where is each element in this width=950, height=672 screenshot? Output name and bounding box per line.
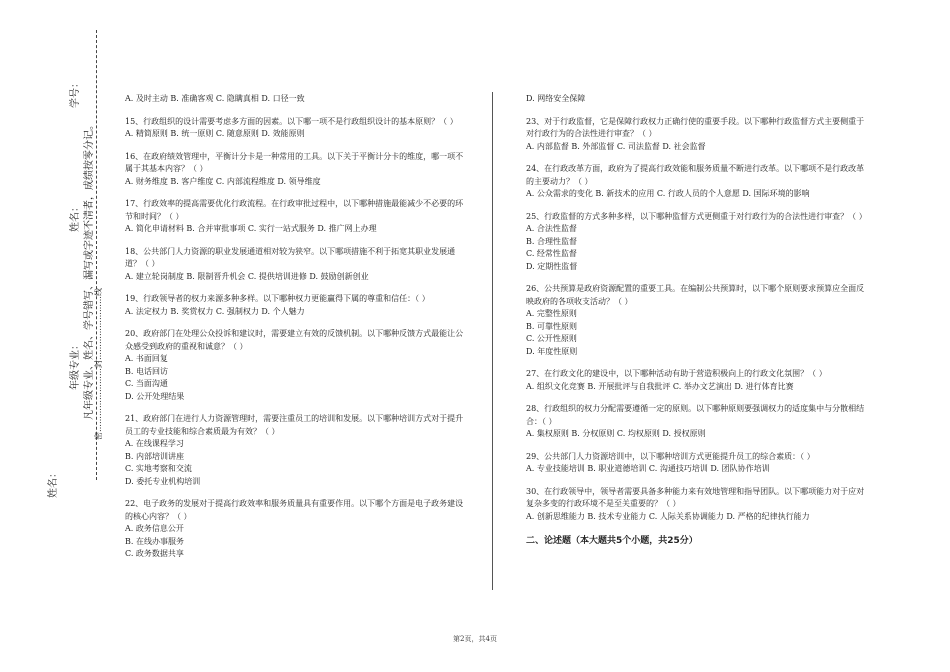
question-stem: 18、公共部门人力资源的职业发展通道相对较为狭窄。以下哪项措施不利于拓宽其职业发展通道？（ ） — [125, 246, 456, 268]
question-block — [125, 293, 470, 318]
question-stem: 30、在行政领导中，领导者需要具备多种能力来有效地管理和指导团队。以下哪项能力对于应对复杂多变的行政环境不是至关重要的？（ ） — [526, 486, 865, 508]
question-option: D. 定期性监督 — [526, 261, 578, 271]
question-option: D. 委托专业机构培训 — [125, 476, 201, 486]
question-option: B. 可靠性原则 — [526, 321, 577, 331]
question-option: A. 创新思维能力 B. 技术专业能力 C. 人际关系协调能力 D. 严格的纪律执行能力 — [526, 511, 810, 521]
question-block — [125, 116, 470, 141]
question-option: A. 合法性监督 — [526, 224, 577, 233]
question-option: A. 集权原则 B. 分权原则 C. 均权原则 D. 授权原则 — [526, 429, 706, 438]
question-option: A. 简化申请材料 B. 合并审批事项 C. 实行一站式服务 D. 推广网上办理 — [125, 224, 377, 233]
question-option: C. 公开性原则 — [526, 334, 577, 343]
question-stem: 26、公共预算是政府资源配置的重要工具。在编制公共预算时，以下哪个原则要求预算应全面反映政府的各项收支活动？（ ） — [526, 284, 865, 306]
question-stem: 24、在行政改革方面，政府为了提高行政效能和服务质量不断进行改革。以下哪项不是行政改革的主要动力？（ ） — [526, 164, 865, 186]
question-option: A. 书面回复 — [125, 354, 168, 363]
section-title: 二、论述题（本大题共5个小题，共25分） — [526, 536, 698, 546]
question-option: D. 公开处理结果 — [125, 391, 185, 401]
question-block — [125, 246, 470, 284]
question-block — [125, 413, 470, 488]
question-block — [125, 328, 470, 403]
question-block — [526, 211, 871, 274]
margin-school-label: 姓名： — [48, 468, 59, 498]
question-stem: 28、行政组织的权力分配需要遵循一定的原则。以下哪种原则要强调权力的适度集中与分散相结合：（ ） — [526, 404, 865, 426]
margin-name-label: 姓名： — [70, 202, 81, 232]
left-column — [125, 93, 470, 571]
question-block — [526, 368, 871, 393]
question-stem: 21、政府部门在进行人力资源管理时，需要注重员工的培训和发展。以下哪种培训方式对于提升员工的专业技能和综合素质最为有效？（ ） — [125, 414, 464, 436]
question-stem: 25、行政监督的方式多种多样，以下哪种监督方式更侧重于对行政行为的合法性进行审查？（ ） — [526, 211, 867, 221]
question-stem: 29、公共部门人力资源培训中，以下哪种培训方式更能提升员工的综合素质：（ ） — [526, 451, 815, 461]
question-stem: 27、在行政文化的建设中，以下哪种活动有助于营造积极向上的行政文化氛围？（ ） — [526, 369, 827, 378]
question-stem: 15、行政组织的设计需要考虑多方面的因素。以下哪一项不是行政组织设计的基本原则？（ ） — [125, 116, 458, 126]
question-option: A. 建立轮岗制度 B. 限制晋升机会 C. 提供培训进修 D. 鼓励创新创业 — [125, 271, 369, 281]
question-option: A. 在线课程学习 — [125, 439, 184, 448]
question-option: B. 内部培训讲座 — [125, 451, 184, 461]
binding-margin — [0, 0, 110, 672]
question-option: B. 电话回访 — [125, 366, 168, 376]
question-stem: 23、对于行政监督，它是保障行政权力正确行使的重要手段。以下哪种行政监督方式主要侧重于对行政行为的合法性进行审查？（ ） — [526, 116, 865, 138]
question-block — [526, 93, 871, 106]
question-block — [526, 451, 871, 476]
margin-notice: 凡年级专业、姓名、学号错写、漏写或字迹不清者，成绩按零分记。 — [84, 120, 95, 420]
margin-seal-line: 密……………………封……………………线 — [94, 288, 103, 440]
question-option: B. 合理性监督 — [526, 236, 577, 246]
question-block — [526, 486, 871, 524]
question-option: C. 实地考察和交流 — [125, 464, 192, 473]
question-option: A. 政务信息公开 — [125, 524, 184, 533]
margin-student-id-label: 学号： — [70, 78, 81, 108]
question-option: A. 组织文化竞赛 B. 开展批评与自我批评 C. 举办文艺演出 D. 进行体育比赛 — [526, 381, 794, 391]
question-option: B. 在线办事服务 — [125, 536, 184, 546]
question-stem: 22、电子政务的发展对于提高行政效率和服务质量具有重要作用。以下哪个方面是电子政务建设的核心内容？（ ） — [125, 499, 464, 521]
question-block — [526, 163, 871, 201]
question-option: A. 内部监督 B. 外部监督 C. 司法监督 D. 社会监督 — [526, 141, 706, 151]
question-option: C. 政务数据共享 — [125, 549, 184, 558]
margin-class-label: 年级专业： — [70, 340, 81, 390]
column-divider — [492, 92, 493, 590]
question-block — [125, 151, 470, 189]
question-stem: A. 及时主动 B. 准确客观 C. 隐瞒真相 D. 口径一致 — [125, 94, 305, 103]
question-option: A. 公众需求的变化 B. 新技术的应用 C. 行政人员的个人意愿 D. 国际环境的影响 — [526, 189, 810, 198]
question-block — [125, 198, 470, 236]
question-option: D. 年度性原则 — [526, 346, 578, 356]
question-option: A. 完整性原则 — [526, 309, 577, 318]
question-option: C. 经常性监督 — [526, 249, 577, 258]
question-option: A. 财务维度 B. 客户维度 C. 内部流程维度 D. 领导维度 — [125, 176, 321, 186]
page-footer: 第2页，共4页 — [453, 635, 497, 643]
question-block — [125, 93, 470, 106]
question-block — [526, 116, 871, 154]
question-stem: 19、行政领导者的权力来源多种多样。以下哪种权力更能赢得下属的尊重和信任：（ ） — [125, 294, 430, 303]
question-option: C. 当面沟通 — [125, 379, 168, 388]
question-option: A. 专业技能培训 B. 职业道德培训 C. 沟通技巧培训 D. 团队协作培训 — [526, 464, 770, 473]
question-option: A. 精简原则 B. 统一原则 C. 随意原则 D. 效能原则 — [125, 129, 305, 138]
question-option: A. 法定权力 B. 奖赏权力 C. 强制权力 D. 个人魅力 — [125, 306, 305, 316]
right-column — [526, 93, 871, 548]
question-stem: 20、政府部门在处理公众投诉和建议时，需要建立有效的反馈机制。以下哪种反馈方式最能让公众感受到政府的重视和诚意？（ ） — [125, 329, 464, 351]
question-block — [526, 403, 871, 441]
question-block — [125, 498, 470, 561]
question-stem: D. 网络安全保障 — [526, 94, 586, 103]
question-stem: 16、在政府绩效管理中，平衡计分卡是一种常用的工具。以下关于平衡计分卡的维度，哪一项不属于其基本内容？（ ） — [125, 151, 464, 173]
question-block — [526, 283, 871, 358]
question-stem: 17、行政效率的提高需要优化行政流程。在行政审批过程中，以下哪种措施最能减少不必要的环节和时间？（ ） — [125, 199, 464, 221]
